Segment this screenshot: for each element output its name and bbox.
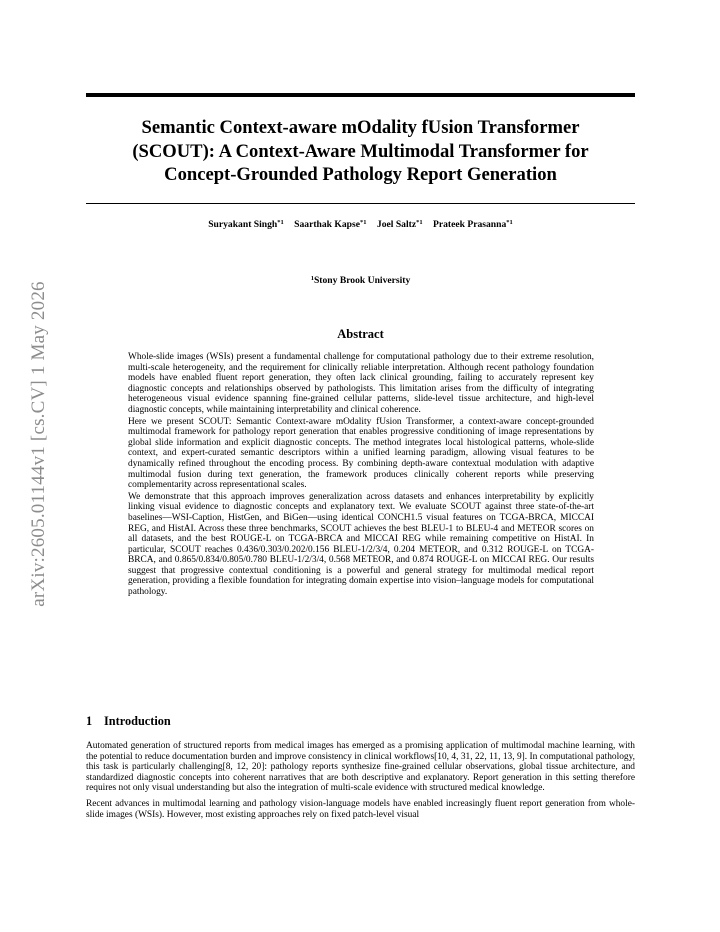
title-line: (SCOUT): A Context-Aware Multimodal Transformer for [132, 140, 589, 162]
author [433, 219, 513, 230]
section-title: Introduction [104, 714, 171, 728]
introduction-body [86, 741, 635, 825]
author-list [86, 217, 635, 231]
author-mark: *1 [277, 219, 284, 226]
section-heading-introduction [86, 714, 171, 729]
author-mark: *1 [360, 219, 367, 226]
paper-title [86, 116, 635, 187]
author-name: Saarthak Kapse [294, 219, 361, 230]
author-mark: *1 [506, 219, 513, 226]
affiliation-name: Stony Brook University [313, 275, 411, 286]
author-name: Prateek Prasanna [433, 219, 507, 230]
title-line: Concept-Grounded Pathology Report Generation [164, 164, 557, 185]
author-name: Suryakant Singh [208, 219, 278, 230]
affiliation-mark: 1 [310, 275, 314, 282]
section-number: 1 [86, 714, 93, 728]
abstract-paragraph: Here we present SCOUT: Semantic Context-aware mOdality fUsion Transformer, a context-aware concept-grounded multimodal framework for pathology report generation that enables progressive conditioning of image representations by global slide information and explicit diagnostic concepts. The method integrates local histological patterns, whole-slide context, and expert-curated semantic descriptors within a unified learning paradigm, allowing visual features to be dynamically refined throughout the encoding process. By combining depth-aware contextual modulation with adaptive multimodal fusion during text generation, the framework produces clinically coherent reports while preserving complementarity across representational scales. [128, 416, 594, 491]
author [377, 219, 423, 230]
author [208, 219, 284, 230]
title-top-rule [86, 93, 635, 97]
abstract-paragraph: We demonstrate that this approach improves generalization across datasets and enhances interpretability by explicitly linking visual evidence to diagnostic concepts and explanatory text. We evaluate SCOUT against three state-of-the-art baselines—WSI-Caption, HistGen, and BiGen—using identical CONCH1.5 visual features on TCGA-BRCA, MICCAI REG, and HistAI. Across these three benchmarks, SCOUT achieves the best BLEU-1 to BLEU-4 and METEOR scores on all datasets, and the best ROUGE-L on TCGA-BRCA and MICCAI REG while remaining competitive on HistAI. In particular, SCOUT reaches 0.436/0.303/0.202/0.156 BLEU-1/2/3/4, 0.204 METEOR, and 0.312 ROUGE-L on TCGA-BRCA, and 0.865/0.834/0.805/0.780 BLEU-1/2/3/4, 0.568 METEOR, and 0.874 ROUGE-L on MICCAI REG. Our results suggest that progressive contextual conditioning is a powerful and general strategy for multimodal medical report generation, providing a flexible foundation for integrating domain expertise into vision–language models for computational pathology. [128, 491, 594, 598]
affiliation [86, 273, 635, 287]
author-mark: *1 [416, 219, 423, 226]
abstract-body [128, 352, 594, 599]
intro-paragraph: Automated generation of structured reports from medical images has emerged as a promising application of multimodal machine learning, with the potential to reduce documentation burden and improve consistency in clinical workflows[10, 4, 31, 22, 11, 13, 9]. In computational pathology, this task is particularly challenging[8, 12, 20]: pathology reports synthesize fine-grained cellular observations, global tissue architecture, and standardized diagnostic concepts into coherent narratives that are both descriptive and explanatory. Report generation in this setting therefore requires not only visual understanding but also the integration of multi-scale evidence with structured medical knowledge. [86, 741, 635, 794]
title-line: Semantic Context-aware mOdality fUsion Transformer [141, 117, 580, 138]
abstract-paragraph: Whole-slide images (WSIs) present a fundamental challenge for computational pathology due to their extreme resolution, multi-scale heterogeneity, and the requirement for clinically reliable interpretation. Although recent pathology foundation models have enabled fluent report generation, they often lack clinical grounding, failing to accurately represent key diagnostic concepts and relationships observed by pathologists. This limitation arises from the difficulty of integrating heterogeneous visual evidence spanning fine-grained cellular patterns, slide-level tissue architecture, and high-level diagnostic concepts, while maintaining interpretability and clinical coherence. [128, 352, 594, 415]
arxiv-identifier: arXiv:2605.01144v1 [cs.CV] 1 May 2026 [28, 281, 49, 607]
author-name: Joel Saltz [376, 219, 417, 230]
abstract-heading: Abstract [337, 327, 384, 341]
author [294, 219, 366, 230]
intro-paragraph: Recent advances in multimodal learning and pathology vision-language models have enabled increasingly fluent report generation from whole-slide images (WSIs). However, most existing approaches rely on fixed patch-level visual [86, 798, 635, 820]
title-bottom-rule [86, 203, 635, 204]
